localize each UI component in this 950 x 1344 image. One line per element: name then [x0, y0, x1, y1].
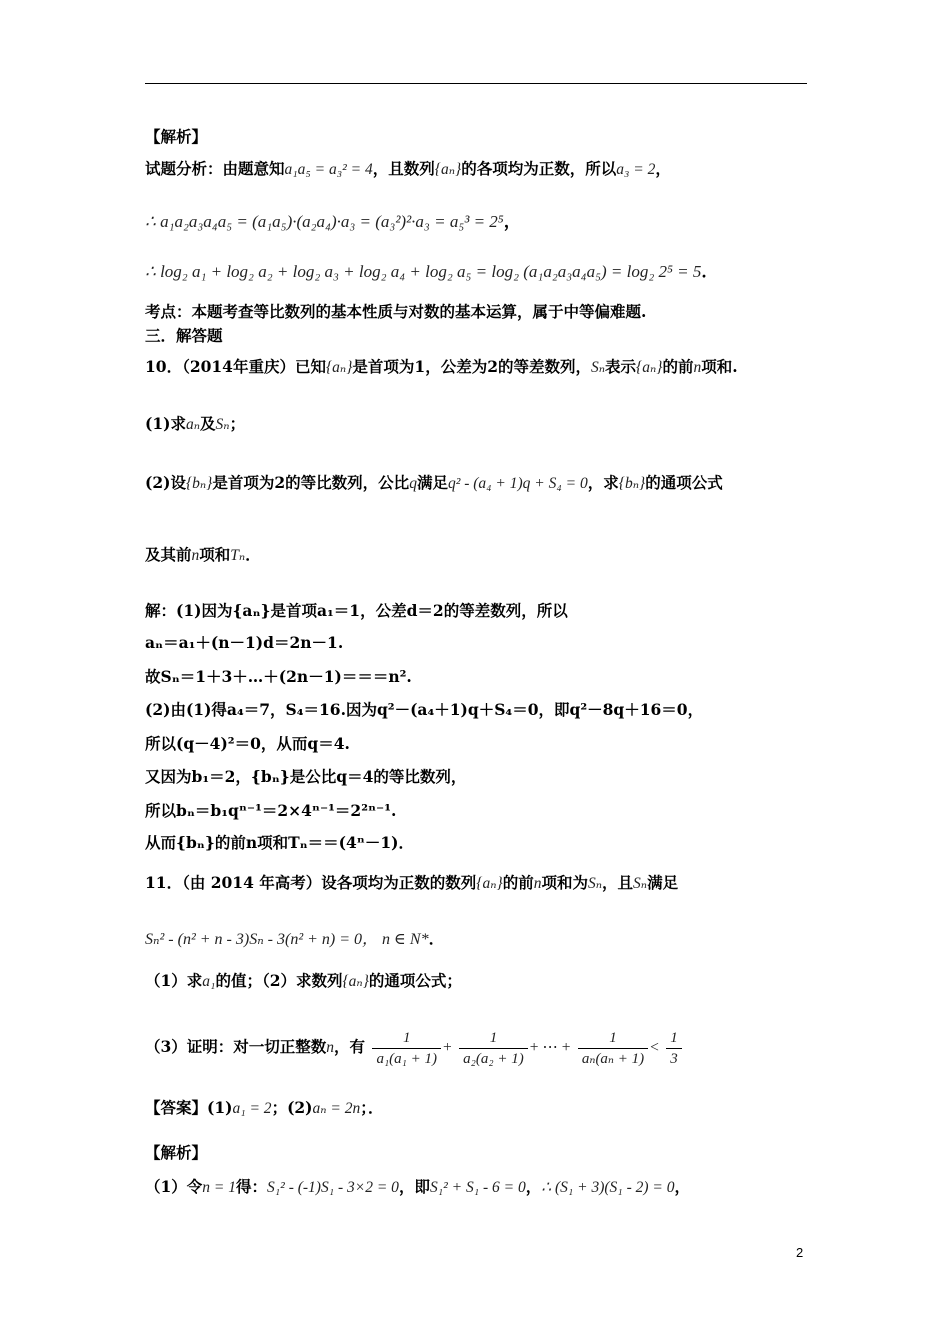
problem-10-statement: 10．（2014年重庆）已知{aₙ}是首项为1，公差为2的等差数列，Sₙ表示{aₙ}的前n项和.	[145, 357, 738, 376]
fraction-1: $\frac{1}{\text{a₁(a₁ + 1)}}$	[372, 1028, 441, 1069]
header-rule	[145, 83, 807, 84]
fraction-4: $\frac{1}{3}$	[666, 1028, 682, 1069]
analysis-line-2: ∴ a₁a₂a₃a₄a₅ = (a₁a₅)·(a₂a₄)·a₃ = (a₃²)²·a₃ = a₅³ = 2⁵，	[145, 212, 521, 232]
analysis-heading-2: 【解析】	[145, 1143, 208, 1162]
answer-line: 【答案】(1)a₁ = 2；(2)aₙ = 2n；．	[145, 1098, 384, 1117]
problem-11-statement: 11．（由 2014 年高考）设各项均为正数的数列{aₙ}的前n项和为Sₙ，且Sₙ满足	[145, 873, 679, 892]
fraction-3: $\frac{1}{\text{aₙ(aₙ + 1)}}$	[578, 1028, 648, 1069]
analysis-line-1: 试题分析：由题意知a₁a₅ = a₃² = 4，且数列{aₙ}的各项均为正数，所以a₃ = 2，	[145, 159, 671, 178]
page-number: 2	[796, 1245, 804, 1260]
problem-10-part-2-cont: 及其前n项和Tₙ．	[145, 545, 261, 564]
section-heading: 三．解答题	[145, 326, 223, 345]
analysis-line-3: ∴ log₂ a₁ + log₂ a₂ + log₂ a₃ + log₂ a₄ + log₂ a₅ = log₂ (a₁a₂a₃a₄a₅) = log₂ 2⁵ = 5．	[145, 262, 719, 282]
analysis-2-line-1: （1）令n = 1得：S₁² - (-1)S₁ - 3×2 = 0，即S₁² + S₁ - 6 = 0，∴ (S₁ + 3)(S₁ - 2) = 0，	[145, 1177, 690, 1196]
problem-10-part-1: (1)求aₙ及Sₙ；	[145, 414, 246, 433]
solution-line-2: aₙ＝a₁＋(n－1)d＝2n－1.	[145, 633, 344, 652]
solution-line-7: 所以bₙ＝b₁qⁿ⁻¹＝2×4ⁿ⁻¹＝2²ⁿ⁻¹.	[145, 801, 397, 820]
solution-line-5: 所以(q－4)²＝0，从而q＝4.	[145, 734, 350, 753]
solution-line-6: 又因为b₁＝2，{bₙ}是公比q＝4的等比数列，	[145, 767, 467, 786]
problem-11-parts: （1）求a₁的值；（2）求数列{aₙ}的通项公式；	[145, 971, 462, 990]
solution-line-8: 从而{bₙ}的前n项和Tₙ＝＝(4ⁿ－1)．	[145, 833, 414, 852]
key-point-line: 考点：本题考查等比数列的基本性质与对数的基本运算，属于中等偏难题.	[145, 302, 647, 321]
solution-line-3: 故Sₙ＝1＋3＋…＋(2n－1)＝＝＝n².	[145, 667, 412, 686]
problem-11-part-3: （3）证明：对一切正整数n，有 $\frac{1}{\text{a₁(a₁ + 1)}}$ + $\frac{1}{\text{a₂(a₂ + 1)}}$ + ⋯ + $\frac{1}{\text{aₙ(aₙ + 1)}}$ < $\frac{1}{3}$	[145, 1024, 807, 1071]
problem-11-equation: Sₙ² - (n² + n - 3)Sₙ - 3(n² + n) = 0， n ∈ N*．	[145, 929, 445, 948]
fraction-2: $\frac{1}{\text{a₂(a₂ + 1)}}$	[459, 1028, 528, 1069]
problem-10-part-2: (2)设{bₙ}是首项为2的等比数列，公比q满足q² - (a₄ + 1)q + S₄ = 0，求{bₙ}的通项公式	[145, 473, 723, 492]
solution-line-4: (2)由(1)得a₄＝7，S₄＝16.因为q²－(a₄＋1)q＋S₄＝0，即q²－8q＋16＝0，	[145, 700, 704, 719]
analysis-heading: 【解析】	[145, 127, 208, 146]
solution-line-1: 解：(1)因为{aₙ}是首项a₁＝1，公差d＝2的等差数列，所以	[145, 601, 568, 620]
